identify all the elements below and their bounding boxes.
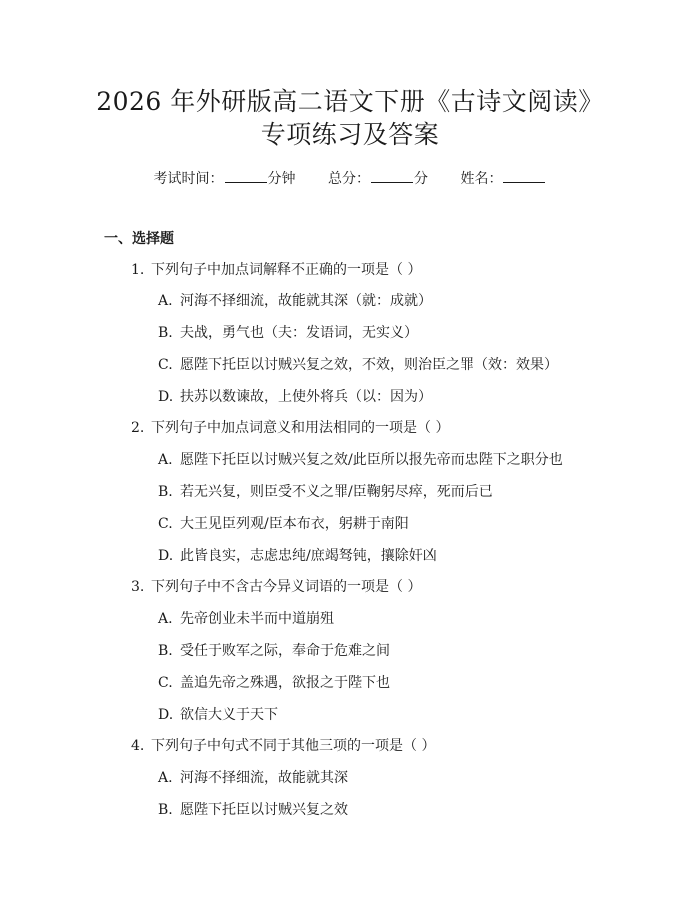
exam-time-blank (225, 168, 267, 183)
question-3-option-c (158, 673, 390, 693)
question-1-option-b (158, 323, 418, 343)
option-text: 盖追先帝之殊遇，欲报之于陛下也 (180, 675, 390, 691)
exam-info-row (0, 168, 700, 189)
question-3-option-b (158, 641, 390, 661)
option-text: 扶苏以数谏故，上使外将兵（以：因为） (180, 389, 432, 405)
question-number: 3. (131, 579, 145, 595)
question-3-option-a (158, 609, 334, 629)
option-text: 大王见臣列观/臣本布衣，躬耕于南阳 (180, 516, 409, 532)
option-key: C. (158, 675, 173, 691)
option-key: B. (158, 643, 173, 659)
option-text: 河海不择细流，故能就其深 (180, 770, 348, 786)
option-key: B. (158, 325, 173, 341)
question-3 (131, 577, 421, 597)
total-score-blank (371, 168, 413, 183)
option-key: B. (158, 484, 173, 500)
question-1-option-c (158, 355, 558, 375)
question-2-option-a (158, 450, 563, 470)
question-1-option-a (158, 291, 432, 311)
option-key: A. (158, 611, 173, 627)
question-4-option-b (158, 800, 348, 820)
question-number: 1. (131, 262, 145, 278)
option-key: A. (158, 293, 173, 309)
option-key: D. (158, 707, 174, 723)
total-score-label: 总分： (328, 171, 370, 187)
question-text: 下列句子中句式不同于其他三项的一项是（ ） (151, 738, 436, 754)
option-key: D. (158, 389, 174, 405)
student-name-label: 姓名： (460, 171, 503, 187)
section-heading: 一、选择题 (104, 231, 174, 247)
option-text: 愿陛下托臣以讨贼兴复之效/此臣所以报先帝而忠陛下之职分也 (180, 452, 563, 468)
option-text: 先帝创业未半而中道崩殂 (180, 611, 334, 627)
option-key: A. (158, 452, 173, 468)
question-2-option-c (158, 514, 409, 534)
question-2-option-d (158, 546, 437, 566)
option-text: 夫战，勇气也（夫：发语词，无实义） (180, 325, 418, 341)
question-text: 下列句子中加点词解释不正确的一项是（ ） (151, 262, 422, 278)
option-text: 受任于败军之际，奉命于危难之间 (180, 643, 390, 659)
option-key: C. (158, 357, 173, 373)
option-text: 愿陛下托臣以讨贼兴复之效，不效，则治臣之罪（效：效果） (180, 357, 558, 373)
option-key: A. (158, 770, 173, 786)
document-title-line2: 专项练习及答案 (260, 120, 440, 149)
option-text: 若无兴复，则臣受不义之罪/臣鞠躬尽瘁，死而后已 (180, 484, 493, 500)
question-4-option-a (158, 768, 348, 788)
question-text: 下列句子中加点词意义和用法相同的一项是（ ） (151, 420, 450, 436)
question-number: 4. (131, 738, 145, 754)
question-3-option-d (158, 705, 278, 725)
option-key: C. (158, 516, 173, 532)
question-1 (131, 260, 421, 280)
document-title-line1: 2026 年外研版高二语文下册《古诗文阅读》 (96, 87, 604, 116)
student-name-field (460, 168, 546, 189)
total-score-unit: 分 (414, 171, 428, 187)
option-key: B. (158, 802, 173, 818)
total-score-field (328, 168, 428, 189)
exam-time-label: 考试时间： (153, 171, 224, 187)
option-key: D. (158, 548, 174, 564)
student-name-blank (503, 168, 545, 183)
exam-time-field (154, 168, 296, 189)
question-4 (131, 736, 435, 756)
question-2-option-b (158, 482, 493, 502)
option-text: 河海不择细流，故能就其深（就：成就） (180, 293, 432, 309)
question-text: 下列句子中不含古今异义词语的一项是（ ） (151, 579, 422, 595)
question-number: 2. (131, 420, 145, 436)
option-text: 此皆良实，志虑忠纯/庶竭驽钝，攘除奸凶 (180, 548, 437, 564)
option-text: 愿陛下托臣以讨贼兴复之效 (180, 802, 348, 818)
question-1-option-d (158, 387, 432, 407)
option-text: 欲信大义于天下 (180, 707, 278, 723)
question-2 (131, 418, 449, 438)
exam-time-unit: 分钟 (267, 171, 296, 187)
